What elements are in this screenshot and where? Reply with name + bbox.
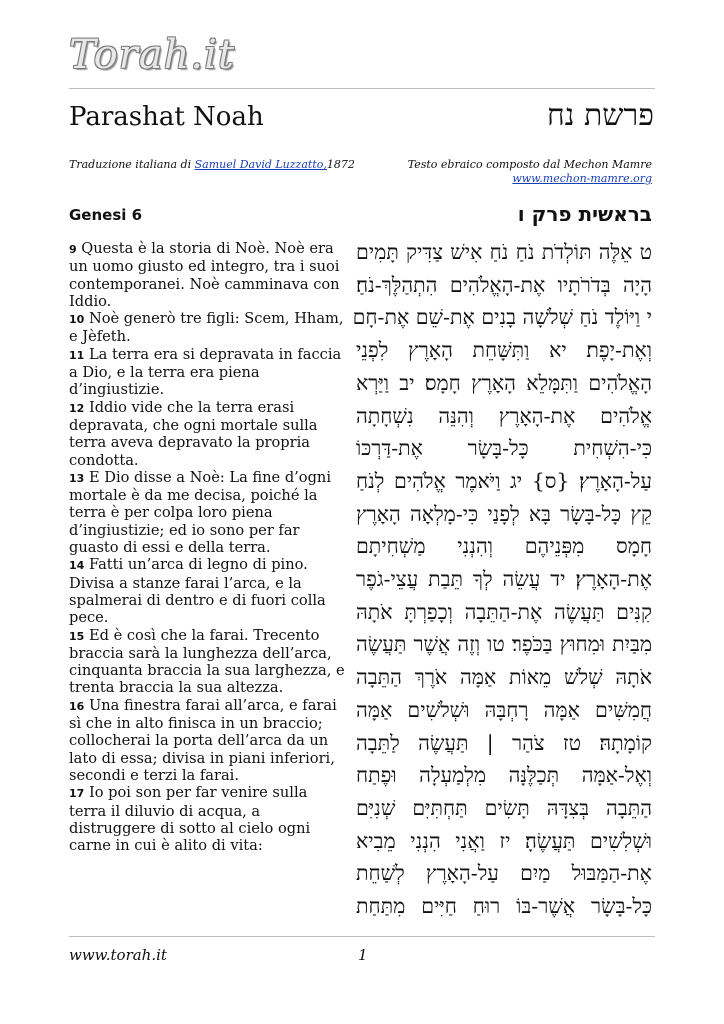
hebrew-line: אֶת-הָאָרֶץ׃ יד עֲשֵׂה לְךָ תֵּבַת עֲצֵי-גֹפֶר	[356, 567, 652, 592]
verse	[69, 627, 345, 697]
hebrew-line: וּשְׁלִשִׁים תַּעֲשֶׂהָ׃ יז וַאֲנִי הִנְנִי מֵבִיא	[356, 828, 652, 853]
verse	[69, 784, 345, 854]
hebrew-line: קוֹמָתָהּ׃ טז צֹהַר | תַּעֲשֶׂה לַתֵּבָה	[356, 730, 652, 755]
verse	[69, 310, 345, 346]
hebrew-line: חָמָס מִפְּנֵיהֶם וְהִנְנִי מַשְׁחִיתָם	[356, 534, 652, 559]
credit-year: 1872	[326, 158, 355, 171]
hebrew-line: הַתֵּבָה בְּצִדָּהּ תָּשִׂים תַּחְתִּיִּם שְׁנִיִּם	[356, 795, 652, 820]
hebrew-source-credit	[408, 158, 652, 186]
torah-it-logo: Torah.it	[69, 32, 235, 78]
verse-text: Fatti un’arca di legno di pino. Divisa a stanze farai l’arca, e la spalmerai di dentro e di fuori colla pece.	[69, 556, 326, 627]
credit-prefix: Traduzione italiana di	[69, 158, 195, 171]
footer-site-url: www.torah.it	[69, 946, 167, 964]
hebrew-text-column	[352, 236, 652, 923]
verse-number: 9	[69, 243, 77, 256]
footer-divider	[69, 936, 655, 937]
hebrew-line: מִבַּיִת וּמִחוּץ בַּכֹּפֶר׃ טו וְזֶה אֲשֶׁר תַּעֲשֶׂה	[356, 632, 652, 657]
verse-number: 15	[69, 629, 85, 643]
chapter-heading-italian: Genesi 6	[69, 206, 143, 224]
hebrew-line: קִנִּים תַּעֲשֶׂה אֶת-הַתֵּבָה וְכָפַרְתָּ אֹתָהּ	[356, 599, 652, 624]
italian-translation-credit	[69, 158, 355, 171]
verse-text: Iddio vide che la terra erasi depravata, che ogni mortale sulla terra aveva depravato la propria condotta.	[69, 398, 318, 469]
hebrew-line: הָאֱלֹהִים וַתִּמָּלֵא הָאָרֶץ חָמָס׃ יב וַיַּרְא	[356, 370, 652, 395]
page-number: 1	[358, 946, 368, 964]
verse-text: Questa è la storia di Noè. Noè era un uomo giusto ed integro, tra i suoi contemporanei. Noè camminava con Iddio.	[69, 240, 340, 310]
verse-text: E Dio disse a Noè: La fine d’ogni mortale è da me decisa, poiché la terra è per colpa loro piena d’ingiustizie; ed io sono per far guasto di essi e della terra.	[69, 468, 332, 557]
hebrew-line: כָּל-בָּשָׂר אֲשֶׁר-בּוֹ רוּחַ חַיִּים מִתַּחַת	[356, 894, 652, 919]
hebrew-source-text: Testo ebraico composto dal Mechon Mamre	[407, 158, 652, 171]
verse-text: La terra era si depravata in faccia a Dio, e la terra era piena d’ingiustizie.	[69, 345, 342, 399]
page-title-hebrew: פרשת נח	[546, 98, 654, 133]
hebrew-line: כִּי-הִשְׁחִית כָּל-בָּשָׂר אֶת-דַּרְכּוֹ	[356, 436, 652, 461]
hebrew-line: אֶת-הַמַּבּוּל מַיִם עַל-הָאָרֶץ לְשַׁחֵת	[356, 861, 652, 886]
hebrew-line: הָיָה בְּדֹרֹתָיו אֶת-הָאֱלֹהִים הִתְהַלֶּךְ-נֹחַ׃	[356, 272, 652, 297]
mechon-mamre-link[interactable]: www.mechon-mamre.org	[512, 172, 652, 185]
hebrew-line: אֱלֹהִים אֶת-הָאָרֶץ וְהִנֵּה נִשְׁחָתָה	[356, 403, 652, 428]
verse	[69, 399, 345, 469]
hebrew-line: ט אֵלֶּה תּוֹלְדֹת נֹחַ נֹחַ אִישׁ צַדִּיק תָּמִים	[356, 240, 652, 264]
hebrew-line: וְאֶת-יָפֶת׃ יא וַתִּשָּׁחֵת הָאָרֶץ לִפְנֵי	[356, 338, 652, 363]
verse	[69, 469, 345, 556]
page-title-italian: Parashat Noah	[69, 102, 264, 132]
verse	[69, 697, 345, 784]
verse-text: Una finestra farai all’arca, e farai sì che in alto finisca in un braccio; collocherai la porta dell’arca da un lato di essa; divisa in piani inferiori, secondi e terzi la farai.	[69, 696, 337, 784]
verse-number: 14	[69, 559, 85, 573]
verse-number: 16	[69, 699, 85, 713]
verse-number: 10	[69, 313, 85, 327]
verse	[69, 346, 345, 399]
hebrew-line: וְאֶל-אַמָּה תְּכַלֶּנָּה מִלְמַעְלָה וּפֶתַח	[356, 763, 652, 788]
translator-link[interactable]: Samuel David Luzzatto,	[194, 158, 327, 171]
verse-number: 17	[69, 787, 85, 801]
verse-number: 13	[69, 471, 85, 485]
header-divider	[69, 88, 655, 89]
chapter-heading-hebrew: בראשית פרק ו	[517, 202, 652, 226]
verse-text: Ed è così che la farai. Trecento braccia sarà la lunghezza dell’arca, cinquanta braccia la sua larghezza, e trenta braccia la sua altezza.	[69, 626, 345, 697]
hebrew-line: אֹתָהּ שְׁלֹשׁ מֵאוֹת אַמָּה אֹרֶךְ הַתֵּבָה	[356, 665, 652, 690]
hebrew-line: חֲמִשִּׁים אַמָּה רָחְבָּהּ וּשְׁלֹשִׁים אַמָּה	[356, 697, 652, 722]
verse-number: 12	[69, 401, 85, 415]
italian-text-column	[69, 240, 345, 854]
verse	[69, 556, 345, 626]
verse-number: 11	[69, 348, 85, 362]
hebrew-line: י וַיּוֹלֶד נֹחַ שְׁלֹשָׁה בָנִים אֶת-שֵׁם אֶת-חָם	[352, 305, 652, 330]
verse-text: Noè generò tre figli: Scem, Hham, e Jèfeth.	[69, 310, 344, 346]
verse	[69, 240, 345, 310]
hebrew-line: עַל-הָאָרֶץ׃ {ס} יג וַיֹּאמֶר אֱלֹהִים לְנֹחַ	[356, 468, 652, 493]
hebrew-line: קֵץ כָּל-בָּשָׂר בָּא לְפָנַי כִּי-מָלְאָה הָאָרֶץ	[356, 501, 652, 526]
verse-text: Io poi son per far venire sulla terra il diluvio di acqua, a distruggere di sotto al cielo ogni carne in cui è alito di vita:	[69, 784, 311, 855]
